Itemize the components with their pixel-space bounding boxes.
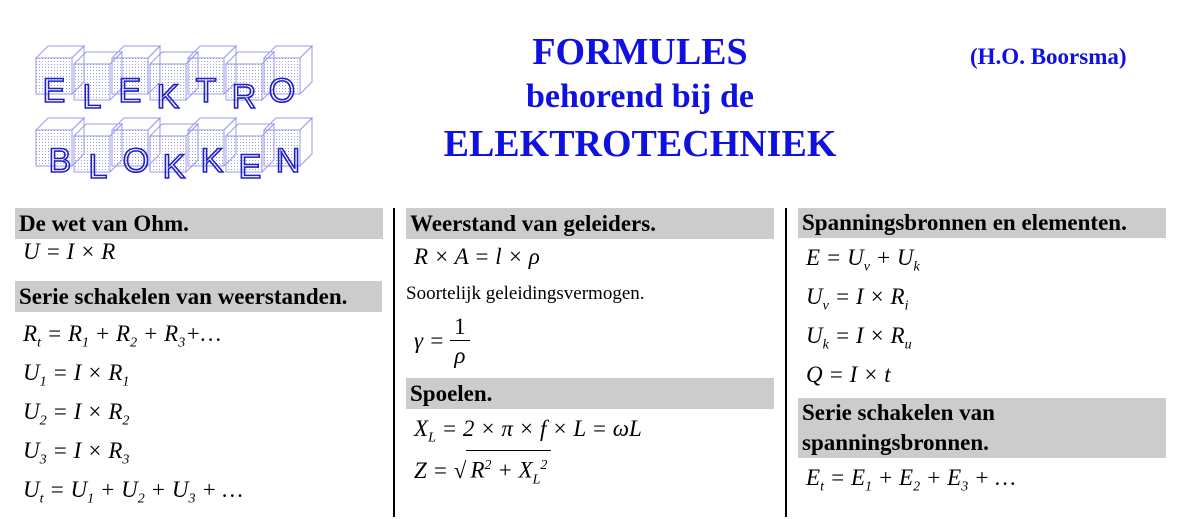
formula-gamma-lhs: γ = bbox=[414, 328, 445, 353]
text-soortelijk: Soortelijk geleidingsvermogen. bbox=[406, 283, 645, 304]
title-line-3: ELEKTROTECHNIEK bbox=[443, 123, 837, 165]
logo-letter: K bbox=[200, 142, 224, 180]
author: (H.O. Boorsma) bbox=[970, 44, 1127, 69]
logo-letter: L bbox=[88, 148, 108, 186]
column-divider-2 bbox=[785, 208, 787, 517]
logo-letter: E bbox=[118, 72, 142, 110]
logo-letter: O bbox=[268, 72, 296, 110]
title-line-1: FORMULES bbox=[532, 31, 748, 73]
formula-ohm: U = I × R bbox=[23, 239, 116, 264]
title-line-2: behorend bij de bbox=[526, 78, 754, 115]
column-3 bbox=[798, 208, 1166, 497]
formula-r-a: R × A = l × ρ bbox=[414, 244, 540, 269]
formula-rt: $R_t = R_1 + R_2$ + $R_3+\dots$ bbox=[23, 321, 222, 351]
formula-q: Q = I × t bbox=[806, 362, 891, 387]
column-1 bbox=[15, 208, 383, 509]
formula-e: $E = U_v + U_k$ bbox=[806, 245, 920, 275]
logo-letter: N bbox=[275, 142, 301, 180]
section-header-serie-spanningsbronnen: Serie schakelen van spanningsbronnen. bbox=[798, 398, 1166, 458]
column-divider-1 bbox=[393, 208, 395, 517]
formula-xl: $X_L = 2 \times \pi \times f \times L = \omega L$ bbox=[414, 416, 642, 446]
fraction-numerator: 1 bbox=[450, 314, 470, 341]
formula-et: $E_t = E_1 + E_2 + E_3$ + … bbox=[806, 465, 1016, 495]
logo-letter: L bbox=[82, 78, 102, 116]
fraction-denominator: ρ bbox=[454, 343, 466, 369]
section-header-ohm: De wet van Ohm. bbox=[15, 208, 383, 239]
section-header-spanningsbronnen: Spanningsbronnen en elementen. bbox=[798, 208, 1166, 238]
formula-uk: $U_k = I \times R_u$ bbox=[806, 323, 912, 353]
section-header-serie-weerstanden: Serie schakelen van weerstanden. bbox=[15, 281, 382, 312]
logo-letter: T bbox=[195, 72, 217, 110]
fraction bbox=[450, 314, 470, 371]
formula-gamma bbox=[406, 309, 774, 373]
formula-u1: $U_1 = I \times R_1$ bbox=[23, 360, 130, 390]
logo-letter: E bbox=[238, 148, 262, 186]
formula-u3: $U_3 = I \times R_3$ bbox=[23, 438, 130, 468]
formula-ut: $U_t = U_1 + U_2 + U_3$ + … bbox=[23, 477, 243, 507]
logo-graphic bbox=[30, 34, 336, 192]
column-2 bbox=[406, 208, 774, 494]
logo-letter: B bbox=[48, 142, 72, 180]
formula-u2: $U_2 = I \times R_2$ bbox=[23, 399, 130, 429]
logo-letter: E bbox=[42, 72, 66, 110]
logo-letter: K bbox=[156, 78, 180, 116]
formula-uv: $U_v = I \times R_i$ bbox=[806, 284, 909, 314]
section-header-spoelen: Spoelen. bbox=[406, 378, 774, 409]
elektro-blokken-logo bbox=[30, 34, 336, 192]
formula-z: Z = √ $R^2 + X_L^2$ bbox=[406, 448, 774, 494]
logo-letter: R bbox=[231, 78, 257, 116]
logo-letter: K bbox=[162, 148, 186, 186]
logo-letter: O bbox=[122, 142, 150, 180]
section-header-weerstand-geleiders: Weerstand van geleiders. bbox=[406, 208, 774, 239]
